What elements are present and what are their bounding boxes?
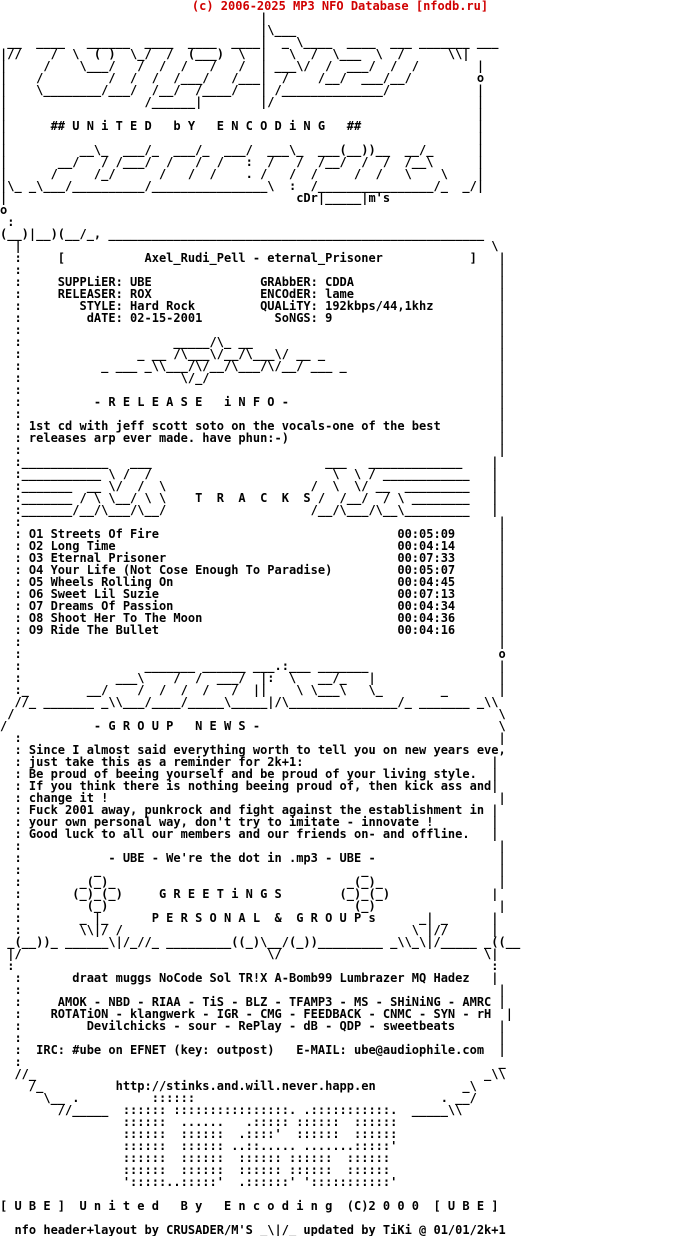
- nfo-line: : |: [0, 635, 506, 649]
- nfo-line: : o: [0, 647, 506, 661]
- nfo-line: | __\_ ___/_ ___/_ ___/ ___\_ ___(__))__ __/_ |: [0, 143, 485, 157]
- nfo-line: : O5 Wheels Rolling On 00:04:45 |: [0, 575, 506, 589]
- nfo-line: : IRC: #ube on EFNET (key: outpost) E-MAIL: ube@audiophile.com |: [0, 1043, 506, 1057]
- nfo-line: : Be proud of beeing yourself and be proud of your living style. |: [0, 767, 499, 781]
- nfo-line: : |: [0, 407, 506, 421]
- nfo-line: : _ ___ _\\___/\/__/\___/\/__/ ___ _ |: [0, 359, 506, 373]
- nfo-line: : _(_)_ _(_)_ |: [0, 875, 506, 889]
- nfo-line: : [ Axel_Rudi_Pell - eternal_Prisoner ] |: [0, 251, 506, 265]
- nfo-line: : |: [0, 443, 506, 457]
- nfo-line: | / \___/ / / / / / | ___\/ / ___/ / / |: [0, 59, 485, 73]
- nfo-line: : \/_/ |: [0, 371, 506, 385]
- nfo-line: \__ . :::::: . __/: [0, 1091, 477, 1105]
- nfo-line: |\___: [0, 23, 297, 37]
- nfo-line: [ U B E ] U n i t e d B y E n c o d i n g (C)2 0 0 0 [ U B E ]: [0, 1199, 499, 1213]
- nfo-line: : _ _ |: [0, 863, 506, 877]
- nfo-line: __ ____ ______ ____ ____ ____| _ \____ ____ ___ _______ ___: [0, 35, 499, 49]
- nfo-line: : _ |_ P E R S O N A L & G R O U P s _| _ |: [0, 911, 499, 925]
- nfo-line: : _: [0, 1055, 506, 1069]
- nfo-line: : - R E L E A S E i N F O - |: [0, 395, 506, 409]
- nfo-line: : your own personal way, don't try to imitate - innovate ! |: [0, 815, 499, 829]
- nfo-line: :____________ ___ ___ _____________ |: [0, 455, 499, 469]
- nfo-line: _(__))_ ______\|/_//_ _________((_)\__/(_))_________ _\\_\|/_____ _((__: [0, 935, 521, 949]
- nfo-line: : releases arp ever made. have phun:-) |: [0, 431, 506, 445]
- nfo-line: : _______ ______ ___.:___ _______ |: [0, 659, 506, 673]
- nfo-line: //_ _______ _\\___/____/_____\_____|/\_______________/_ _______ _\\: [0, 695, 499, 709]
- nfo-line: /_ http://stinks.and.will.never.happ.en _\: [0, 1079, 477, 1093]
- nfo-line: : SUPPLiER: UBE GRAbbER: CDDA |: [0, 275, 506, 289]
- nfo-line: : (_) (_) |: [0, 899, 506, 913]
- nfo-line: :___________ \ / / \ \ / ____________ |: [0, 467, 499, 481]
- nfo-line: : ROTATiON - klangwerk - IGR - CMG - FEEDBACK - CNMC - SYN - rH |: [0, 1007, 513, 1021]
- site-header: (c) 2006-2025 MP3 NFO Database [nfodb.ru]: [191, 0, 489, 13]
- nfo-line: : dATE: 02-15-2001 SoNGS: 9 |: [0, 311, 506, 325]
- nfo-line: : |: [0, 515, 506, 529]
- nfo-line: //_____ :::::: ::::::::::::::::. .:::::::::::. _____\\: [0, 1103, 463, 1117]
- nfo-line: :::::: :::::: .::::' :::::: ::::::: [0, 1127, 398, 1141]
- nfo-line: :_______ / \ \__/ \ \ T R A C K S / /__/ / \ ________ |: [0, 491, 499, 505]
- nfo-line: | / / / / /___/ /___| / /__/ ___/__/ o: [0, 71, 485, 85]
- nfo-line: : |: [0, 383, 506, 397]
- nfo-line: o: [0, 203, 8, 217]
- nfo-line: : |: [0, 731, 506, 745]
- nfo-line: | cDr|_____|m's: [0, 191, 391, 205]
- nfo-line: | \________/___/ /__/ /____/ | /______________/ |: [0, 83, 485, 97]
- nfo-line: :_______ __ \/ / \ / \ \/ __ _________ |: [0, 479, 499, 493]
- nfo-line: : |: [0, 263, 506, 277]
- nfo-line: : :: [0, 959, 499, 973]
- nfo-line: |\_ _\___/__________/________________\ : /________________/_ _/|: [0, 179, 485, 193]
- nfo-line: |: [0, 12, 268, 25]
- nfo-line: :::::: ...... .::::: :::::: ::::::: [0, 1115, 398, 1129]
- nfo-line: : just take this as a reminder for 2k+1: |: [0, 755, 499, 769]
- nfo-line: : O2 Long Time 00:04:14 |: [0, 539, 506, 553]
- nfo-line: | \: [0, 239, 499, 253]
- nfo-line: / \: [0, 707, 506, 721]
- nfo-line: :::::: :::::: :::::: :::::: ::::::: [0, 1163, 391, 1177]
- nfo-line: / - G R O U P N E W S - \: [0, 719, 506, 733]
- nfo-line: | |: [0, 107, 485, 121]
- nfo-line: : O9 Ride The Bullet 00:04:16 |: [0, 623, 506, 637]
- nfo-line: : |: [0, 839, 506, 853]
- nfo-line: : O8 Shoot Her To The Moon 00:04:36 |: [0, 611, 506, 625]
- nfo-line: :_ __/ / / / / / || \ \___\ \_ _ |: [0, 683, 506, 697]
- nfo-line: : AMOK - NBD - RIAA - TiS - BLZ - TFAMP3 - MS - SHiNiNG - AMRC |: [0, 995, 506, 1009]
- nfo-line: | / /_/ / / / . / / / / / \ \ |: [0, 167, 485, 181]
- nfo-line: | ## U N i T E D b Y E N C O D i N G ## |: [0, 119, 485, 133]
- nfo-line: : STYLE: Hard Rock QUALiTY: 192kbps/44,1khz |: [0, 299, 506, 313]
- nfo-line: : \\|/ / \ |// |: [0, 923, 499, 937]
- nfo-line: : Devilchicks - sour - RePlay - dB - QDP - sweetbeats |: [0, 1019, 506, 1033]
- nfo-line: :::::: :::::: :::::: :::::: ::::::: [0, 1151, 391, 1165]
- nfo-line: |/ \/ \|: [0, 947, 499, 961]
- nfo-line: |// / \ ( ) \_/ / (___) \ | \ / \___ \ / \\|: [0, 47, 470, 61]
- nfo-line: : Fuck 2001 away, punkrock and fight against the establishment in |: [0, 803, 499, 817]
- nfo-line: : 1st cd with jeff scott soto on the vocals-one of the best |: [0, 419, 506, 433]
- nfo-line: : draat muggs NoCode Sol TR!X A-Bomb99 Lumbrazer MQ Hadez |: [0, 971, 499, 985]
- nfo-line: (__)|__)(__/_, ____________________________________________________: [0, 227, 485, 241]
- nfo-line: : If you think there is nothing beeing proud of, then kick ass and|: [0, 779, 499, 793]
- nfo-line: : O1 Streets Of Fire 00:05:09 |: [0, 527, 506, 541]
- nfo-line: :::::: :::::: ..::..... .......:::::': [0, 1139, 398, 1153]
- nfo-line: : O3 Eternal Prisoner 00:07:33 |: [0, 551, 506, 565]
- nfo-line: : change it ! |: [0, 791, 506, 805]
- nfo-line: : Good luck to all our members and our friends on- and offline. |: [0, 827, 499, 841]
- nfo-line: : |: [0, 983, 506, 997]
- nfo-line: :_______/__/\___/\__/ /__/\___/\__\_________ |: [0, 503, 499, 517]
- nfo-line: :: [0, 215, 15, 229]
- nfo-line: : |: [0, 1031, 506, 1045]
- nfo-line: : O7 Dreams Of Passion 00:04:34 |: [0, 599, 506, 613]
- nfo-line: : ___\ / / ___/ |: \ __/_ | |: [0, 671, 506, 685]
- nfo-line: : Since I almost said everything worth to tell you on new years eve,: [0, 743, 506, 757]
- nfo-line: | |: [0, 131, 485, 145]
- nfo-line: | __/ / /___/ / / / : / / /__/ / / /__\ |: [0, 155, 485, 169]
- nfo-line: : - UBE - We're the dot in .mp3 - UBE - |: [0, 851, 506, 865]
- nfo-line: : _____/\_ __ |: [0, 335, 506, 349]
- nfo-line: : RELEASER: ROX ENCOdER: lame |: [0, 287, 506, 301]
- nfo-document: [0, 12, 680, 1236]
- nfo-line: | /______| |/ |: [0, 95, 485, 109]
- nfo-line: //_ _\\: [0, 1067, 506, 1081]
- nfo-line: : _ __ /\___\/__/\___\/ __ _ |: [0, 347, 506, 361]
- nfo-line: ':::::..:::::' .::::::' ':::::::::::': [0, 1175, 398, 1189]
- nfo-line: : (_)_(_) G R E E T i N G S (_)_(_) |: [0, 887, 499, 901]
- nfo-line: nfo header+layout by CRUSADER/M'S _\|/_ updated by TiKi @ 01/01/2k+1: [0, 1223, 506, 1236]
- nfo-line: : |: [0, 323, 506, 337]
- nfo-line: : O4 Your Life (Not Cose Enough To Paradise) 00:05:07 |: [0, 563, 506, 577]
- nfo-line: : O6 Sweet Lil Suzie 00:07:13 |: [0, 587, 506, 601]
